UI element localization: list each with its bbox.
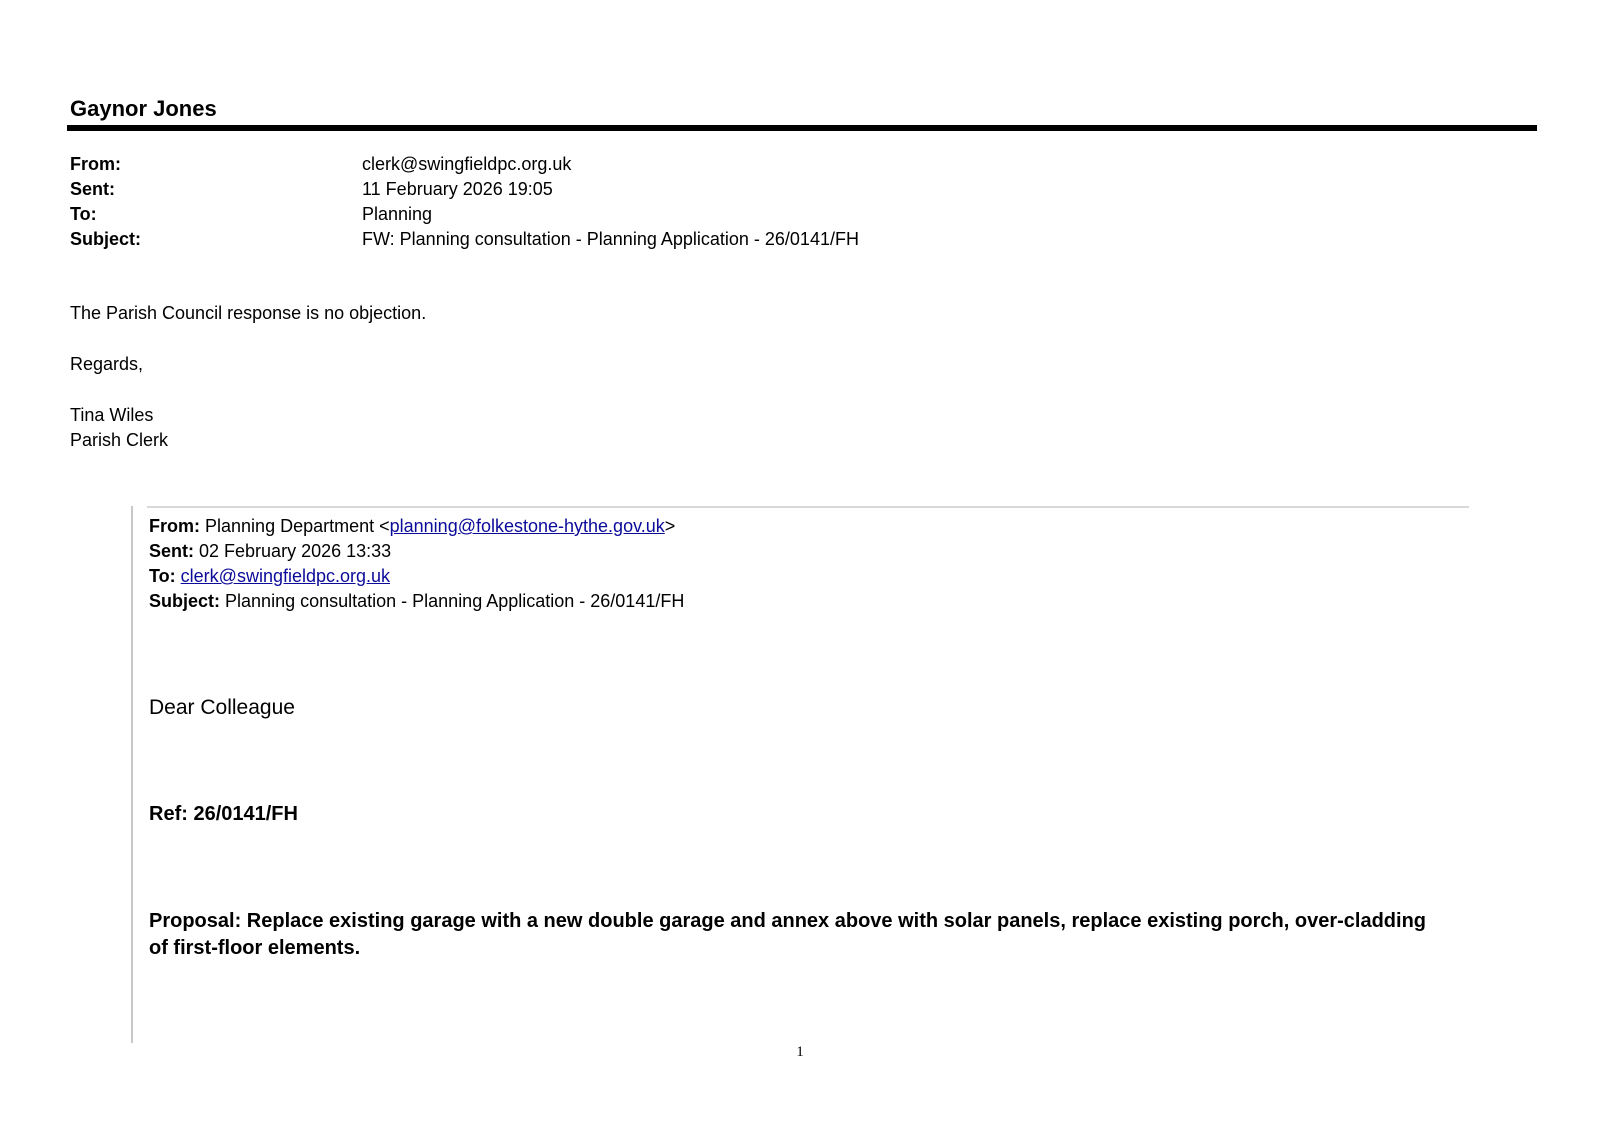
sent-label: Sent:: [70, 179, 115, 199]
sent-row: [70, 177, 859, 202]
forwarded-subject-value: Planning consultation - Planning Application - 26/0141/FH: [225, 591, 685, 611]
subject-label: Subject:: [70, 229, 142, 249]
from-row: [70, 152, 859, 177]
forwarded-sent-row: [149, 539, 684, 564]
subject-value: FW: Planning consultation - Planning Application - 26/0141/FH: [362, 229, 859, 249]
signature-name: Tina Wiles: [70, 405, 154, 425]
page-number: 1: [796, 1044, 804, 1060]
sender-name: Gaynor Jones: [70, 96, 217, 121]
signature-title: Parish Clerk: [70, 430, 169, 450]
forwarded-divider: [147, 506, 1469, 508]
forwarded-to-email-link[interactable]: clerk@swingfieldpc.org.uk: [180, 566, 391, 586]
from-label: From:: [70, 154, 121, 174]
forwarded-from-email-link[interactable]: planning@folkestone-hythe.gov.uk: [389, 516, 665, 536]
forwarded-message: [131, 506, 1470, 1043]
to-row: [70, 202, 859, 227]
email-header: [70, 152, 859, 252]
reference: Ref: 26/0141/FH: [149, 803, 298, 825]
regards-text: Regards,: [70, 354, 144, 374]
forwarded-sent-value: 02 February 2026 13:33: [199, 541, 392, 561]
proposal: Proposal: Replace existing garage with a new double garage and annex above with solar panels, replace existing porch, over-cladding of first-floor elements.: [149, 910, 1427, 959]
forwarded-from-close: >: [664, 516, 676, 536]
forwarded-header: [149, 514, 684, 614]
subject-row: [70, 227, 859, 252]
sent-value: 11 February 2026 19:05: [362, 179, 553, 199]
forwarded-subject-row: [149, 589, 684, 614]
header-rule: [67, 125, 1537, 131]
from-value: clerk@swingfieldpc.org.uk: [362, 154, 572, 174]
greeting: Dear Colleague: [149, 696, 295, 719]
forwarded-to-row: [149, 564, 684, 589]
forwarded-sent-label: Sent:: [149, 541, 194, 561]
response-text: The Parish Council response is no objection.: [70, 303, 427, 323]
forwarded-from-name: Planning Department <: [205, 516, 390, 536]
forwarded-from-label: From:: [149, 516, 200, 536]
to-value: Planning: [362, 204, 433, 224]
forwarded-subject-label: Subject:: [149, 591, 221, 611]
to-label: To:: [70, 204, 97, 224]
forwarded-to-label: To:: [149, 566, 176, 586]
forwarded-from-row: [149, 514, 684, 539]
